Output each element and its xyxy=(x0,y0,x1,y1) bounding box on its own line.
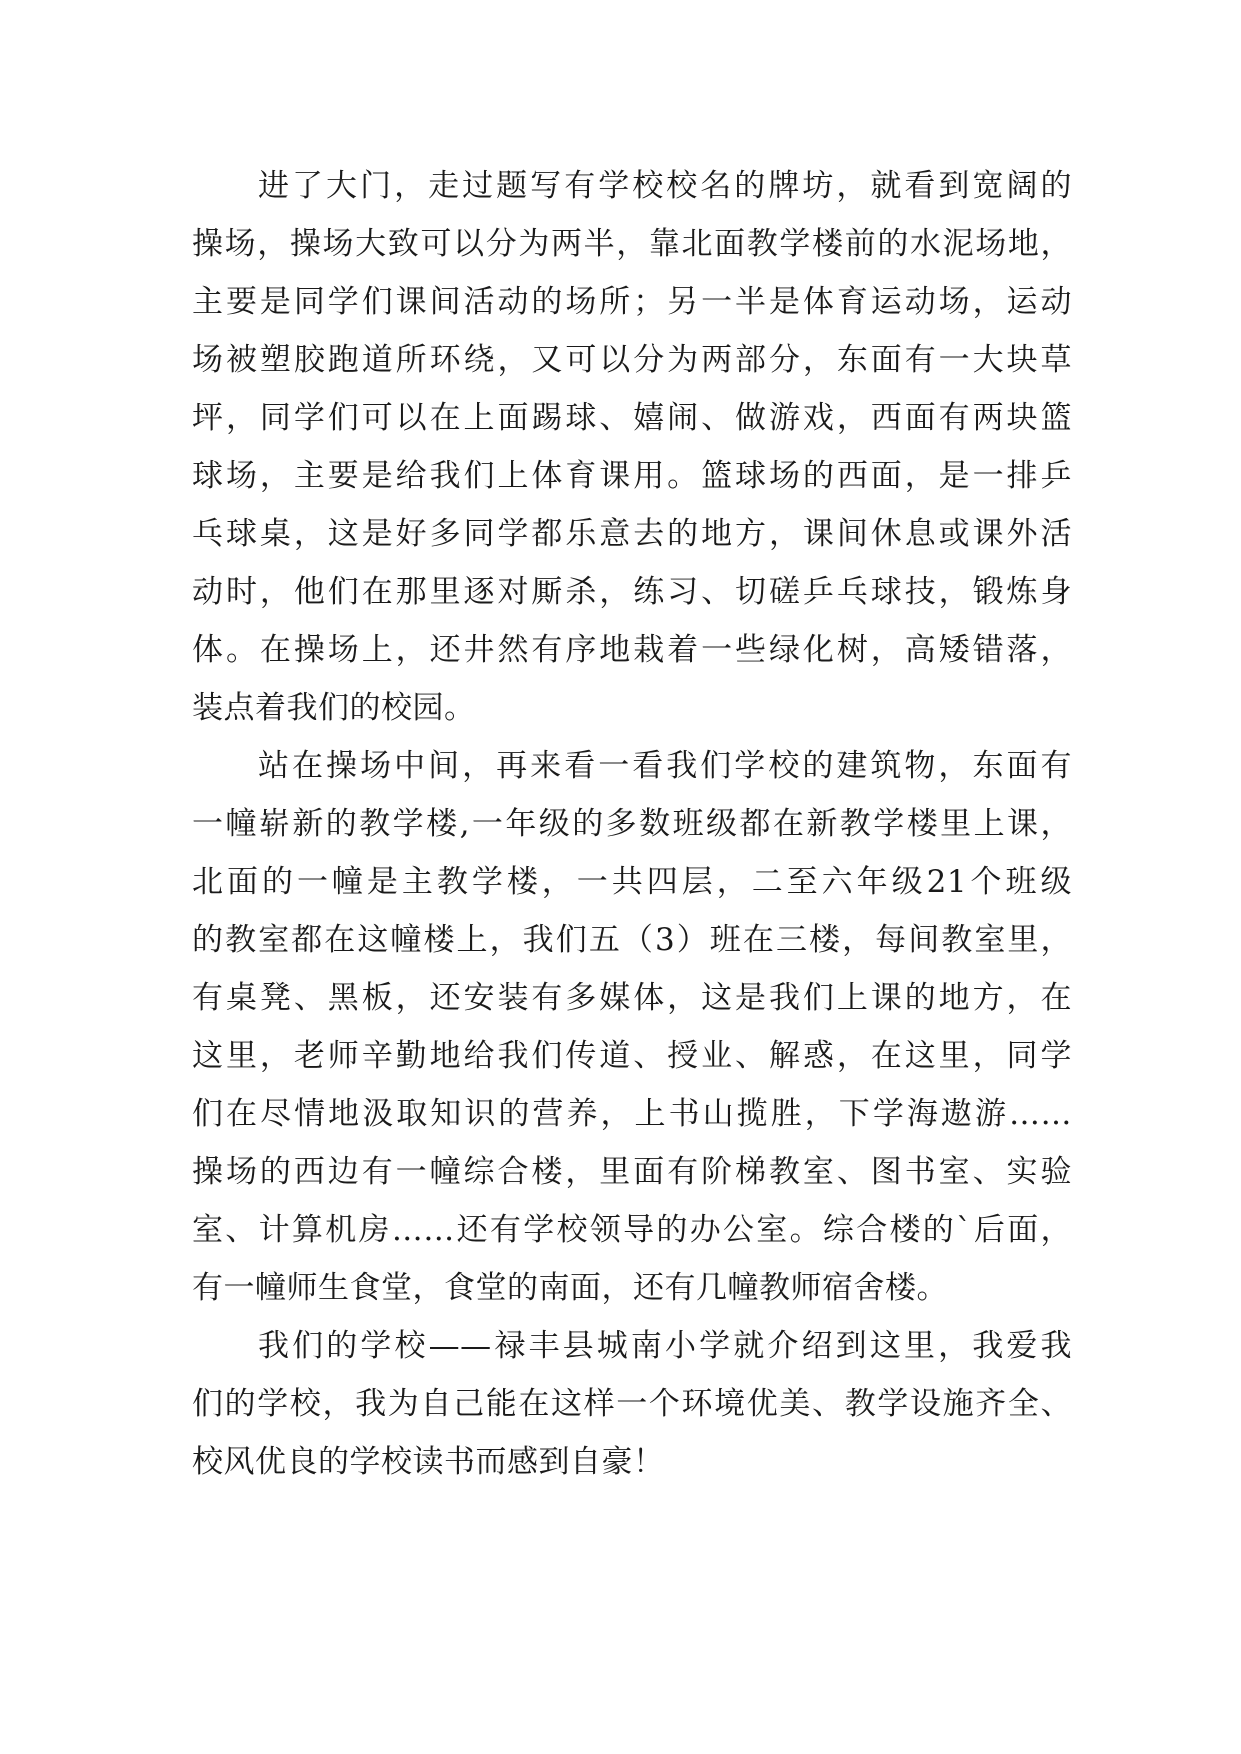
text-line: 一幢崭新的教学楼,一年级的多数班级都在新教学楼里上课， xyxy=(192,806,1072,842)
text-line: 球场，主要是给我们上体育课用。篮球场的西面，是一排乒 xyxy=(192,458,1072,494)
paragraph-1 xyxy=(192,157,1072,737)
text-line: 主要是同学们课间活动的场所；另一半是体育运动场，运动 xyxy=(192,284,1072,320)
text-line: 操场的西边有一幢综合楼，里面有阶梯教室、图书室、实验 xyxy=(192,1154,1072,1190)
text-line: 场被塑胶跑道所环绕，又可以分为两部分，东面有一大块草 xyxy=(192,342,1072,378)
text-line: 装点着我们的校园。 xyxy=(192,690,476,726)
paragraph-3 xyxy=(192,1317,1072,1491)
body-text xyxy=(192,157,1072,1491)
text-line: 坪，同学们可以在上面踢球、嬉闹、做游戏，西面有两块篮 xyxy=(192,400,1072,436)
text-line: 体。在操场上，还井然有序地栽着一些绿化树，高矮错落， xyxy=(192,632,1072,668)
text-line: 操场，操场大致可以分为两半，靠北面教学楼前的水泥场地， xyxy=(192,226,1072,262)
text-line: 进了大门，走过题写有学校校名的牌坊，就看到宽阔的 xyxy=(258,168,1072,204)
text-line: 室、计算机房……还有学校领导的办公室。综合楼的`后面， xyxy=(192,1212,1072,1248)
text-line: 有一幢师生食堂，食堂的南面，还有几幢教师宿舍楼。 xyxy=(192,1270,948,1306)
text-line: 的教室都在这幢楼上，我们五（3）班在三楼，每间教室里， xyxy=(192,922,1072,958)
text-line: 站在操场中间，再来看一看我们学校的建筑物，东面有 xyxy=(258,748,1072,784)
text-line: 有桌凳、黑板，还安装有多媒体，这是我们上课的地方，在 xyxy=(192,980,1072,1016)
text-line: 们在尽情地汲取知识的营养，上书山揽胜，下学海遨游…… xyxy=(192,1096,1072,1132)
text-line: 乓球桌，这是好多同学都乐意去的地方，课间休息或课外活 xyxy=(192,516,1072,552)
text-line: 这里，老师辛勤地给我们传道、授业、解惑，在这里，同学 xyxy=(192,1038,1072,1074)
paragraph-2 xyxy=(192,737,1072,1317)
text-line: 北面的一幢是主教学楼，一共四层，二至六年级21个班级 xyxy=(192,864,1072,900)
text-line: 校风优良的学校读书而感到自豪！ xyxy=(192,1444,665,1480)
text-line: 们的学校，我为自己能在这样一个环境优美、教学设施齐全、 xyxy=(192,1386,1072,1422)
text-line: 我们的学校——禄丰县城南小学就介绍到这里，我爱我 xyxy=(258,1328,1072,1364)
text-line: 动时，他们在那里逐对厮杀，练习、切磋乒乓球技，锻炼身 xyxy=(192,574,1072,610)
